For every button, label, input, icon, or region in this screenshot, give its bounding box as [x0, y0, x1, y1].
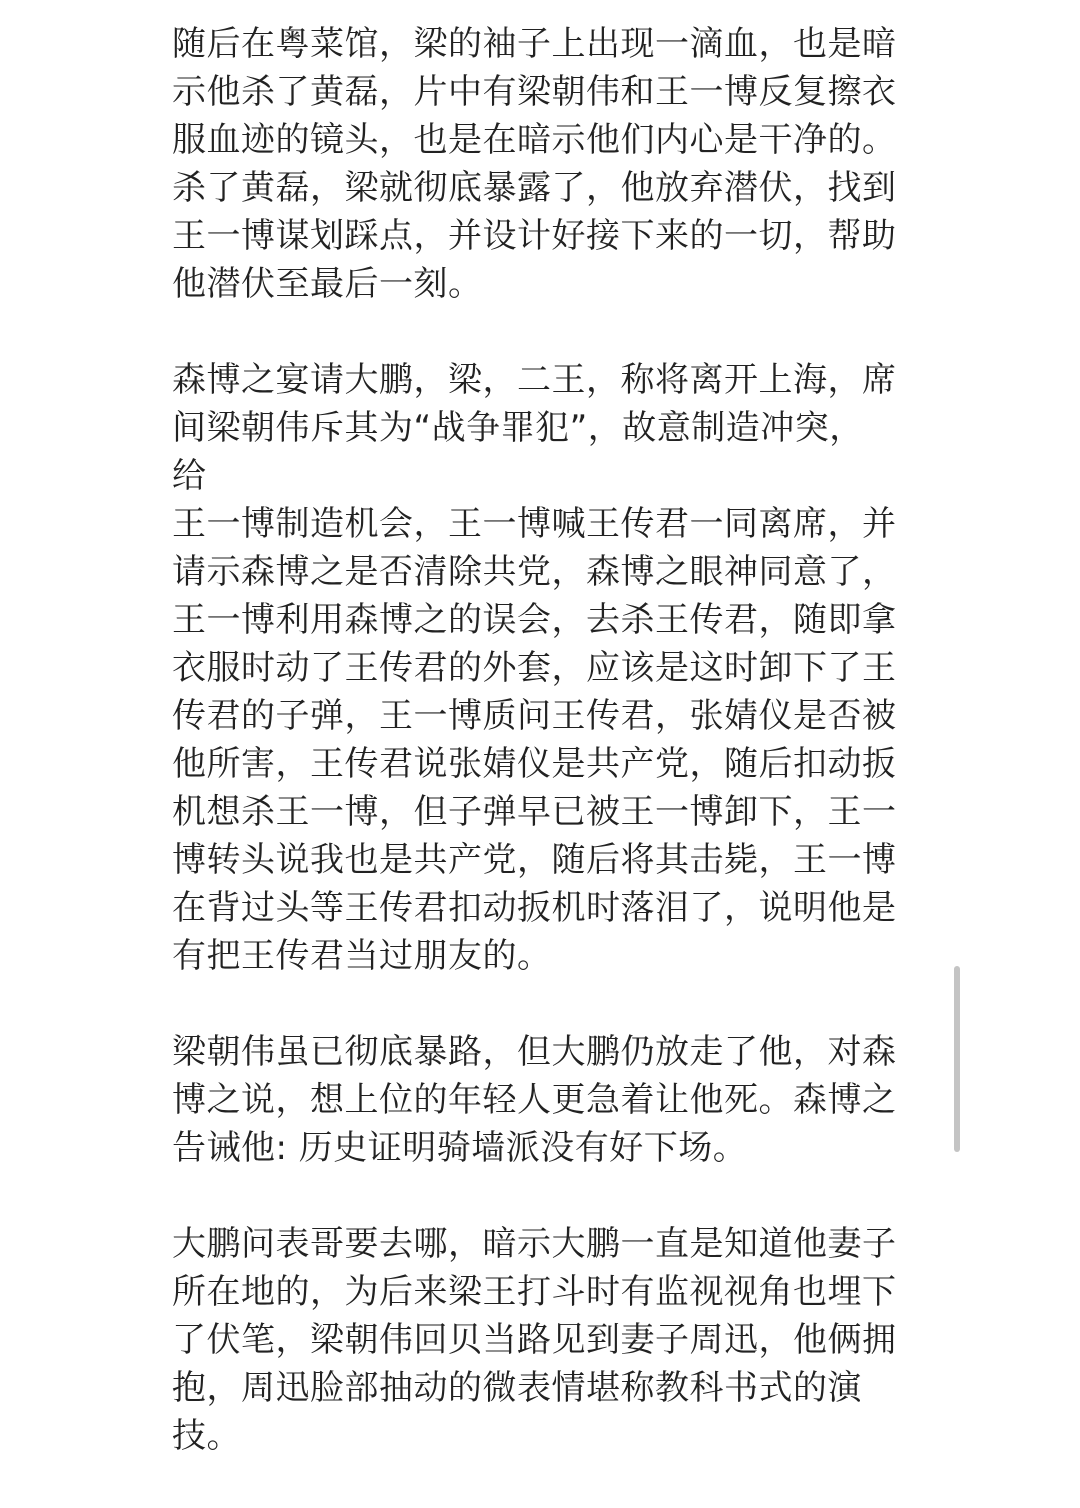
paragraph-3: 梁朝伟虽已彻底暴路，但大鹏仍放走了他，对森 博之说，想上位的年轻人更急着让他死。森博之 告诫他: 历史证明骑墙派没有好下场。	[172, 1032, 897, 1168]
article-body	[172, 20, 897, 1508]
scrollbar-thumb[interactable]	[954, 966, 960, 1152]
paragraph-2: 森博之宴请大鹏，梁，二王，称将离开上海，席 间梁朝伟斥其为“战争罪犯”，故意制造冲突，给 王一博制造机会，王一博喊王传君一同离席，并 请示森博之是否清除共党，森博之眼神同意了， 王一博利用森博之的误会，去杀王传君，随即拿 衣服时动了王传君的外套，应该是这时卸下了王 传君的子弹，王一博质问王传君，张婧仪是否被 他所害，王传君说张婧仪是共产党，随后扣动扳 机想杀王一博，但子弹早已被王一博卸下，王一 博转头说我也是共产党，随后将其击毙，王一博 在背过头等王传君扣动扳机时落泪了，说明他是 有把王传君当过朋友的。	[172, 360, 897, 976]
paragraph-4: 大鹏问表哥要去哪，暗示大鹏一直是知道他妻子 所在地的，为后来梁王打斗时有监视视角也埋下 了伏笔，梁朝伟回贝当路见到妻子周迅，他俩拥 抱，周迅脸部抽动的微表情堪称教科书式的演 技。	[172, 1224, 897, 1456]
paragraph-1: 随后在粤菜馆，梁的袖子上出现一滴血，也是暗 示他杀了黄磊，片中有梁朝伟和王一博反复擦衣 服血迹的镜头，也是在暗示他们内心是干净的。 杀了黄磊，梁就彻底暴露了，他放弃潜伏，找到 王一博谋划踩点，并设计好接下来的一切，帮助 他潜伏至最后一刻。	[172, 24, 897, 304]
